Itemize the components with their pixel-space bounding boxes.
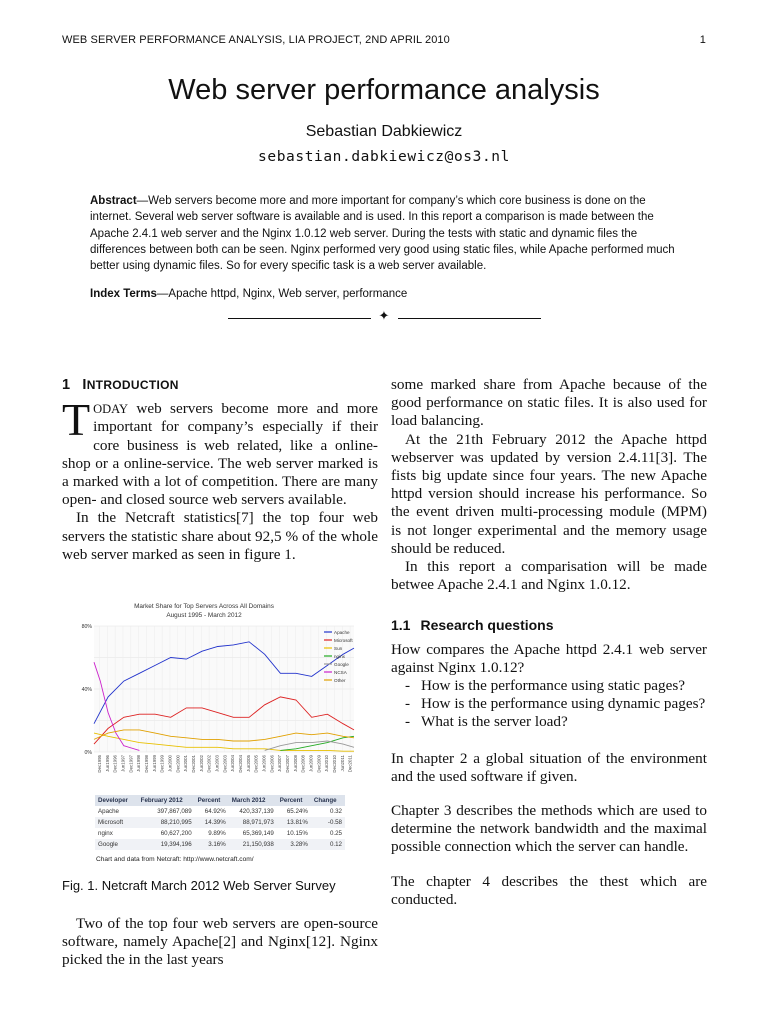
index-terms-label: Index Terms: [90, 288, 157, 300]
y-tick-label: 40%: [81, 687, 92, 693]
section-number: 1: [62, 377, 71, 393]
x-tick-label: Dec2009: [316, 755, 322, 773]
abstract-label: Abstract: [90, 195, 137, 207]
table-cell: 3.28%: [277, 839, 311, 850]
table-header-row: [95, 795, 345, 806]
chart-subtitle: August 1995 - March 2012: [166, 612, 242, 619]
table-cell: -0.58: [311, 817, 345, 828]
x-tick-label: Jun1997: [120, 755, 126, 772]
x-tick-label: Dec1997: [128, 755, 134, 773]
author-name: Sebastian Dabkiewicz: [305, 123, 463, 140]
diamond-icon: ✦: [378, 309, 390, 324]
x-tick-label: Dec1996: [112, 755, 118, 773]
table-cell: 65.24%: [286, 808, 308, 815]
market-share-chart: [81, 596, 360, 796]
subsection-title: Research questions: [420, 617, 554, 634]
table-cell: nginx: [98, 830, 113, 837]
section-heading: [62, 376, 378, 394]
x-tick-label: Jun2006: [261, 755, 267, 772]
table-header: Percent: [277, 795, 311, 806]
table-row: [95, 839, 345, 850]
x-tick-label: Dec2008: [300, 755, 306, 773]
x-tick-label: Jun2007: [277, 755, 283, 772]
section-title-first: I: [82, 377, 87, 393]
x-tick-label: Dec2007: [284, 755, 290, 773]
section-title-rest: NTRODUCTION: [86, 378, 179, 392]
index-terms-text: —Apache httpd, Nginx, Web server, performance: [156, 288, 408, 300]
running-head: [62, 34, 706, 46]
left-column: [62, 376, 378, 564]
table-cell: 0.32: [329, 808, 342, 815]
chart-y-ticks: [82, 624, 93, 756]
x-tick-label: Jun2004: [230, 755, 236, 772]
table-header: February 2012: [138, 795, 195, 806]
x-tick-label: Dec2011: [347, 755, 353, 773]
intro-text: web servers become more and more important for company’s especially if their core business is web related, like a online-shop or a online-service. The web server marked is a marked with a lot of competition. There are many open- and closed source web servers available.: [62, 400, 378, 509]
x-tick-label: Jun2010: [324, 755, 330, 772]
abstract: [90, 193, 676, 274]
x-tick-label: Dec1999: [159, 755, 165, 773]
table-cell: 64.92%: [204, 808, 226, 815]
right-paragraph-4: In chapter 2 a global situation of the environment and the used software if given.: [391, 749, 707, 785]
left-column-bottom: [62, 915, 378, 970]
x-tick-label: Dec2006: [269, 755, 275, 773]
y-tick-label: 0%: [84, 750, 92, 756]
intro-paragraph-3: Two of the top four web servers are open-source software, namely Apache[2] and Nginx[12]. Nginx picked the in the last years: [62, 915, 378, 969]
table-row: [95, 817, 345, 828]
table-cell: 21,150,938: [229, 839, 277, 850]
x-tick-label: Dec2001: [190, 755, 196, 773]
table-cell: 14.39%: [195, 817, 229, 828]
legend-label: Sun: [334, 645, 343, 651]
index-terms: [90, 288, 676, 300]
table-cell: 397,867,089: [157, 808, 192, 815]
research-question-intro: How compares the Apache httpd 2.4.1 web server against Nginx 1.0.12?: [391, 640, 707, 676]
right-paragraph-6: The chapter 4 describes the thest which are conducted.: [391, 872, 707, 908]
x-tick-label: Jun2000: [167, 755, 173, 772]
table-source-note: Chart and data from Netcraft: http://www.netcraft.com/: [96, 856, 254, 863]
x-tick-label: Dec1998: [143, 755, 149, 773]
legend-label: NCSA: [334, 669, 347, 675]
x-tick-label: Jun1998: [136, 755, 142, 772]
legend-label: Google: [334, 661, 349, 667]
table-cell: 9.89%: [208, 830, 226, 837]
x-tick-label: Dec2004: [237, 755, 243, 773]
list-item: - What is the server load?: [405, 713, 707, 731]
table-cell: Microsoft: [95, 817, 138, 828]
chart-x-ticks: [97, 754, 353, 772]
right-column: [391, 376, 707, 909]
legend-label: nginx: [334, 653, 345, 659]
y-tick-label: 80%: [81, 624, 92, 630]
x-tick-label: Jun2008: [292, 755, 298, 772]
right-paragraph-3: In this report a comparisation will be made betwee Apache 2.4.1 and Nginx 1.0.12.: [391, 558, 707, 594]
table-cell: Google: [95, 839, 138, 850]
intro-paragraph-2: In the Netcraft statistics[7] the top four web servers the statistic share about 92,5 % of the whole web server marked as seen in figure 1.: [62, 509, 378, 563]
page-number: 1: [699, 34, 706, 46]
table-cell: 60,627,200: [160, 830, 192, 837]
chart-title: Market Share for Top Servers Across All Domains: [134, 603, 274, 610]
x-tick-label: Dec2005: [253, 755, 259, 773]
x-tick-label: Jun2003: [214, 755, 220, 772]
drop-cap: T: [62, 394, 91, 446]
x-tick-label: Dec2003: [222, 755, 228, 773]
research-question-list: [391, 677, 707, 732]
legend-label: Other: [334, 677, 346, 683]
x-tick-label: Dec1995: [96, 755, 102, 773]
table-cell: 0.25: [329, 830, 342, 837]
abstract-text: —Web servers become more and more important for company’s which core business is done on the internet. Several web server software is available and is used. In this report a comparison is made between the Apache 2.4.1 web server and the Nginx 1.0.12 web server. During the tests with static and dynamic files the differences between both can be seen. Nginx performed very good using static files, while Apache performed much better using dynamic files. So for every specific task is a web server available.: [90, 195, 675, 273]
paper-title: Web server performance analysis: [168, 74, 600, 106]
divider-line-right: [398, 318, 541, 319]
table-header: Percent: [195, 795, 229, 806]
x-tick-label: Jun2005: [245, 755, 251, 772]
right-paragraph-1: some marked share from Apache because of the good performance on static files. It is also used for load balancing.: [391, 376, 707, 430]
table-cell: 0.12: [311, 839, 345, 850]
author-email[interactable]: sebastian.dabkiewicz@os3.nl: [258, 149, 510, 165]
x-tick-label: Dec2000: [175, 755, 181, 773]
table-cell: 65,369,149: [242, 830, 274, 837]
subsection-number: 1.1: [391, 617, 411, 634]
figure-caption: Fig. 1. Netcraft March 2012 Web Server Survey: [62, 878, 336, 893]
x-tick-label: Jun2011: [339, 755, 345, 772]
x-tick-label: Dec2002: [206, 755, 212, 773]
right-paragraph-5: Chapter 3 describes the methods which are used to determine the network bandwidth and the maximal possible connection which the server can handle.: [391, 802, 707, 856]
table-header: Developer: [95, 795, 138, 806]
x-tick-label: Jun2009: [308, 755, 314, 772]
table-header: Change: [311, 795, 345, 806]
legend-label: Apache: [334, 629, 350, 635]
x-tick-label: Dec2010: [331, 755, 337, 773]
table-cell: 420,337,139: [239, 808, 274, 815]
subsection-heading: [391, 616, 707, 634]
list-item: - How is the performance using dynamic pages?: [405, 695, 707, 713]
table-row: [95, 806, 345, 817]
table-cell: 19,394,196: [138, 839, 195, 850]
list-item: - How is the performance using static pages?: [405, 677, 707, 695]
section-divider: [228, 311, 541, 325]
table-cell: Apache: [98, 808, 119, 815]
x-tick-label: Jun1996: [104, 755, 110, 772]
divider-line-left: [228, 318, 371, 319]
running-head-text: WEB SERVER PERFORMANCE ANALYSIS, LIA PROJECT, 2ND APRIL 2010: [62, 34, 450, 46]
table-cell: 88,210,995: [138, 817, 195, 828]
table-cell: 88,971,973: [229, 817, 277, 828]
market-share-table: [95, 795, 345, 850]
x-tick-label: Jun2001: [183, 755, 189, 772]
x-tick-label: Jun1999: [151, 755, 157, 772]
table-cell: 13.81%: [277, 817, 311, 828]
right-paragraph-2: At the 21th February 2012 the Apache httpd webserver was updated by version 2.4.11[3]. The fists big update since four years. The new Apache httpd version should increase his performance. So the event driven multi-processing module (MPM) is not longer experimental and the memory usage should be reduced.: [391, 430, 707, 557]
intro-smallcaps: ODAY: [93, 402, 129, 417]
table-cell: 10.15%: [286, 830, 308, 837]
legend-label: Microsoft: [334, 637, 353, 643]
intro-paragraph-1: [62, 394, 378, 509]
x-tick-label: Jun2002: [198, 755, 204, 772]
table-header: March 2012: [229, 795, 277, 806]
table-row: [95, 828, 345, 839]
table-cell: 3.16%: [195, 839, 229, 850]
